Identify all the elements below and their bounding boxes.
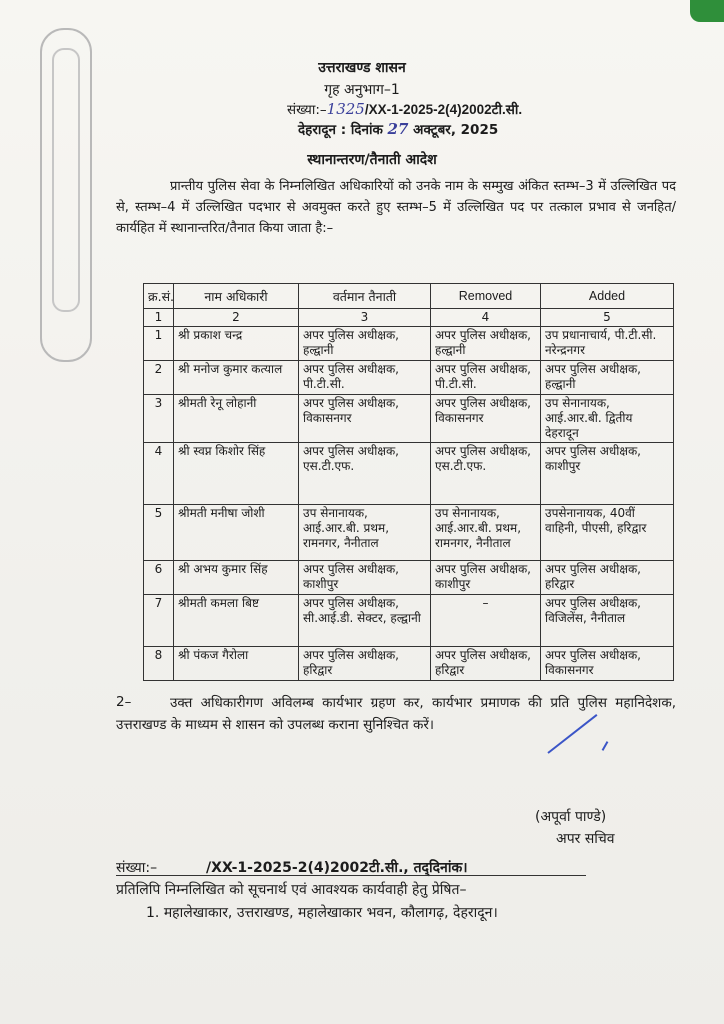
row-added: उप प्रधानाचार्य, पी.टी.सी. नरेन्द्रनगर xyxy=(541,327,674,361)
row-sn: 2 xyxy=(144,361,174,395)
row-removed: अपर पुलिस अधीक्षक, हरिद्वार xyxy=(431,647,541,681)
row-removed: उप सेनानायक, आई.आर.बी. प्रथम, रामनगर, नैनीताल xyxy=(431,505,541,561)
footer-ref-label: संख्या:– xyxy=(116,860,158,876)
table-row xyxy=(144,561,674,595)
row-name: श्रीमती कमला बिष्ट xyxy=(174,595,299,647)
row-current: अपर पुलिस अधीक्षक, हरिद्वार xyxy=(299,647,431,681)
row-added: अपर पुलिस अधीक्षक, हरिद्वार xyxy=(541,561,674,595)
transfer-table xyxy=(143,283,674,681)
date-day-handwritten: 27 xyxy=(387,120,409,138)
row-current: अपर पुलिस अधीक्षक, हल्द्वानी xyxy=(299,327,431,361)
table-row xyxy=(144,443,674,505)
row-name: श्री स्वप्न किशोर सिंह xyxy=(174,443,299,505)
ref-suffix: /XX-1-2025-2(4)2002टी.सी. xyxy=(364,102,523,117)
copy-item-1 xyxy=(146,903,498,922)
row-added: अपर पुलिस अधीक्षक, काशीपुर xyxy=(541,443,674,505)
row-current: अपर पुलिस अधीक्षक, विकासनगर xyxy=(299,395,431,443)
date-line xyxy=(298,120,498,138)
row-current: अपर पुलिस अधीक्षक, काशीपुर xyxy=(299,561,431,595)
table-row xyxy=(144,395,674,443)
table-row xyxy=(144,647,674,681)
row-name: श्रीमती रेनू लोहानी xyxy=(174,395,299,443)
colnum-1: 1 xyxy=(144,309,174,327)
header-removed: Removed xyxy=(431,284,541,309)
colnum-2: 2 xyxy=(174,309,299,327)
date-label: देहरादून : दिनांक xyxy=(298,122,383,138)
row-current: अपर पुलिस अधीक्षक, पी.टी.सी. xyxy=(299,361,431,395)
header-added: Added xyxy=(541,284,674,309)
row-sn: 6 xyxy=(144,561,174,595)
row-current: अपर पुलिस अधीक्षक, एस.टी.एफ. xyxy=(299,443,431,505)
row-added: अपर पुलिस अधीक्षक, विकासनगर xyxy=(541,647,674,681)
copy-item-1-number: 1. xyxy=(146,905,160,921)
row-removed: – xyxy=(431,595,541,647)
colnum-4: 4 xyxy=(431,309,541,327)
date-rest: अक्टूबर, 2025 xyxy=(413,122,499,138)
row-removed: अपर पुलिस अधीक्षक, विकासनगर xyxy=(431,395,541,443)
signatory-designation: अपर सचिव xyxy=(556,831,615,847)
row-added: उप सेनानायक, आई.आर.बी. द्वितीय देहरादून xyxy=(541,395,674,443)
row-added: अपर पुलिस अधीक्षक, हल्द्वानी xyxy=(541,361,674,395)
table-row xyxy=(144,505,674,561)
header-sn: क्र.सं. xyxy=(144,284,174,309)
row-removed: अपर पुलिस अधीक्षक, हल्द्वानी xyxy=(431,327,541,361)
govt-heading: उत्तराखण्ड शासन xyxy=(318,60,406,76)
ref-label: संख्या:– xyxy=(287,102,327,118)
row-name: श्री मनोज कुमार कत्याल xyxy=(174,361,299,395)
table-row xyxy=(144,327,674,361)
row-sn: 4 xyxy=(144,443,174,505)
copy-line: प्रतिलिपि निम्नलिखित को सूचनार्थ एवं आवश्यक कार्यवाही हेतु प्रेषित– xyxy=(116,882,467,898)
para2-number: 2– xyxy=(116,694,132,710)
row-current: अपर पुलिस अधीक्षक, सी.आई.डी. सेक्टर, हल्द्वानी xyxy=(299,595,431,647)
reference-line xyxy=(287,100,522,118)
row-name: श्रीमती मनीषा जोशी xyxy=(174,505,299,561)
footer-ref-suffix: /XX-1-2025-2(4)2002टी.सी., तद्‌दिनांक। xyxy=(206,860,468,876)
colnum-5: 5 xyxy=(541,309,674,327)
intro-paragraph: प्रान्तीय पुलिस सेवा के निम्नलिखित अधिकारियों को उनके नाम के सम्मुख अंकित स्तम्भ–3 में उल्लिखित पद से, स्तम्भ–4 में उल्लिखित पदभार से अवमुक्त करते हुए स्तम्भ–5 में उल्लिखित पद पर तत्काल प्रभाव से जनहित/कार्यहित में स्थानान्तरित/तैनात किया जाता है:– xyxy=(116,179,676,236)
signatory-name: (अपूर्वा पाण्डे) xyxy=(535,809,607,825)
header-current: वर्तमान तैनाती xyxy=(299,284,431,309)
table-row xyxy=(144,595,674,647)
row-sn: 1 xyxy=(144,327,174,361)
row-name: श्री प्रकाश चन्द्र xyxy=(174,327,299,361)
row-removed: अपर पुलिस अधीक्षक, पी.टी.सी. xyxy=(431,361,541,395)
footer-rule xyxy=(116,875,586,876)
table-row xyxy=(144,361,674,395)
section-heading: गृह अनुभाग–1 xyxy=(324,82,400,98)
row-sn: 5 xyxy=(144,505,174,561)
row-removed: अपर पुलिस अधीक्षक, काशीपुर xyxy=(431,561,541,595)
row-sn: 8 xyxy=(144,647,174,681)
row-sn: 3 xyxy=(144,395,174,443)
ref-number-handwritten: 1325 xyxy=(326,100,365,118)
colnum-3: 3 xyxy=(299,309,431,327)
table-colnum-row xyxy=(144,309,674,327)
row-name: श्री अभय कुमार सिंह xyxy=(174,561,299,595)
row-added: अपर पुलिस अधीक्षक, विजिलेंस, नैनीताल xyxy=(541,595,674,647)
row-name: श्री पंकज गैरोला xyxy=(174,647,299,681)
row-added: उपसेनानायक, 40वीं वाहिनी, पीएसी, हरिद्वार xyxy=(541,505,674,561)
row-current: उप सेनानायक, आई.आर.बी. प्रथम, रामनगर, नैनीताल xyxy=(299,505,431,561)
para2-text: उक्त अधिकारीगण अविलम्ब कार्यभार ग्रहण कर, कार्यभार प्रमाणक की प्रति पुलिस महानिदेशक, उत्तराखण्ड के माध्यम से शासन को उपलब्ध कराना सुनिश्चित करें। xyxy=(116,695,676,733)
header-name: नाम अधिकारी xyxy=(174,284,299,309)
row-removed: अपर पुलिस अधीक्षक, एस.टी.एफ. xyxy=(431,443,541,505)
order-subject: स्थानान्तरण/तैनाती आदेश xyxy=(307,152,437,168)
row-sn: 7 xyxy=(144,595,174,647)
copy-item-1-text: महालेखाकार, उत्तराखण्ड, महालेखाकार भवन, कौलागढ़, देहरादून। xyxy=(163,905,498,921)
table-header-row xyxy=(144,284,674,309)
background-edge xyxy=(690,0,724,22)
